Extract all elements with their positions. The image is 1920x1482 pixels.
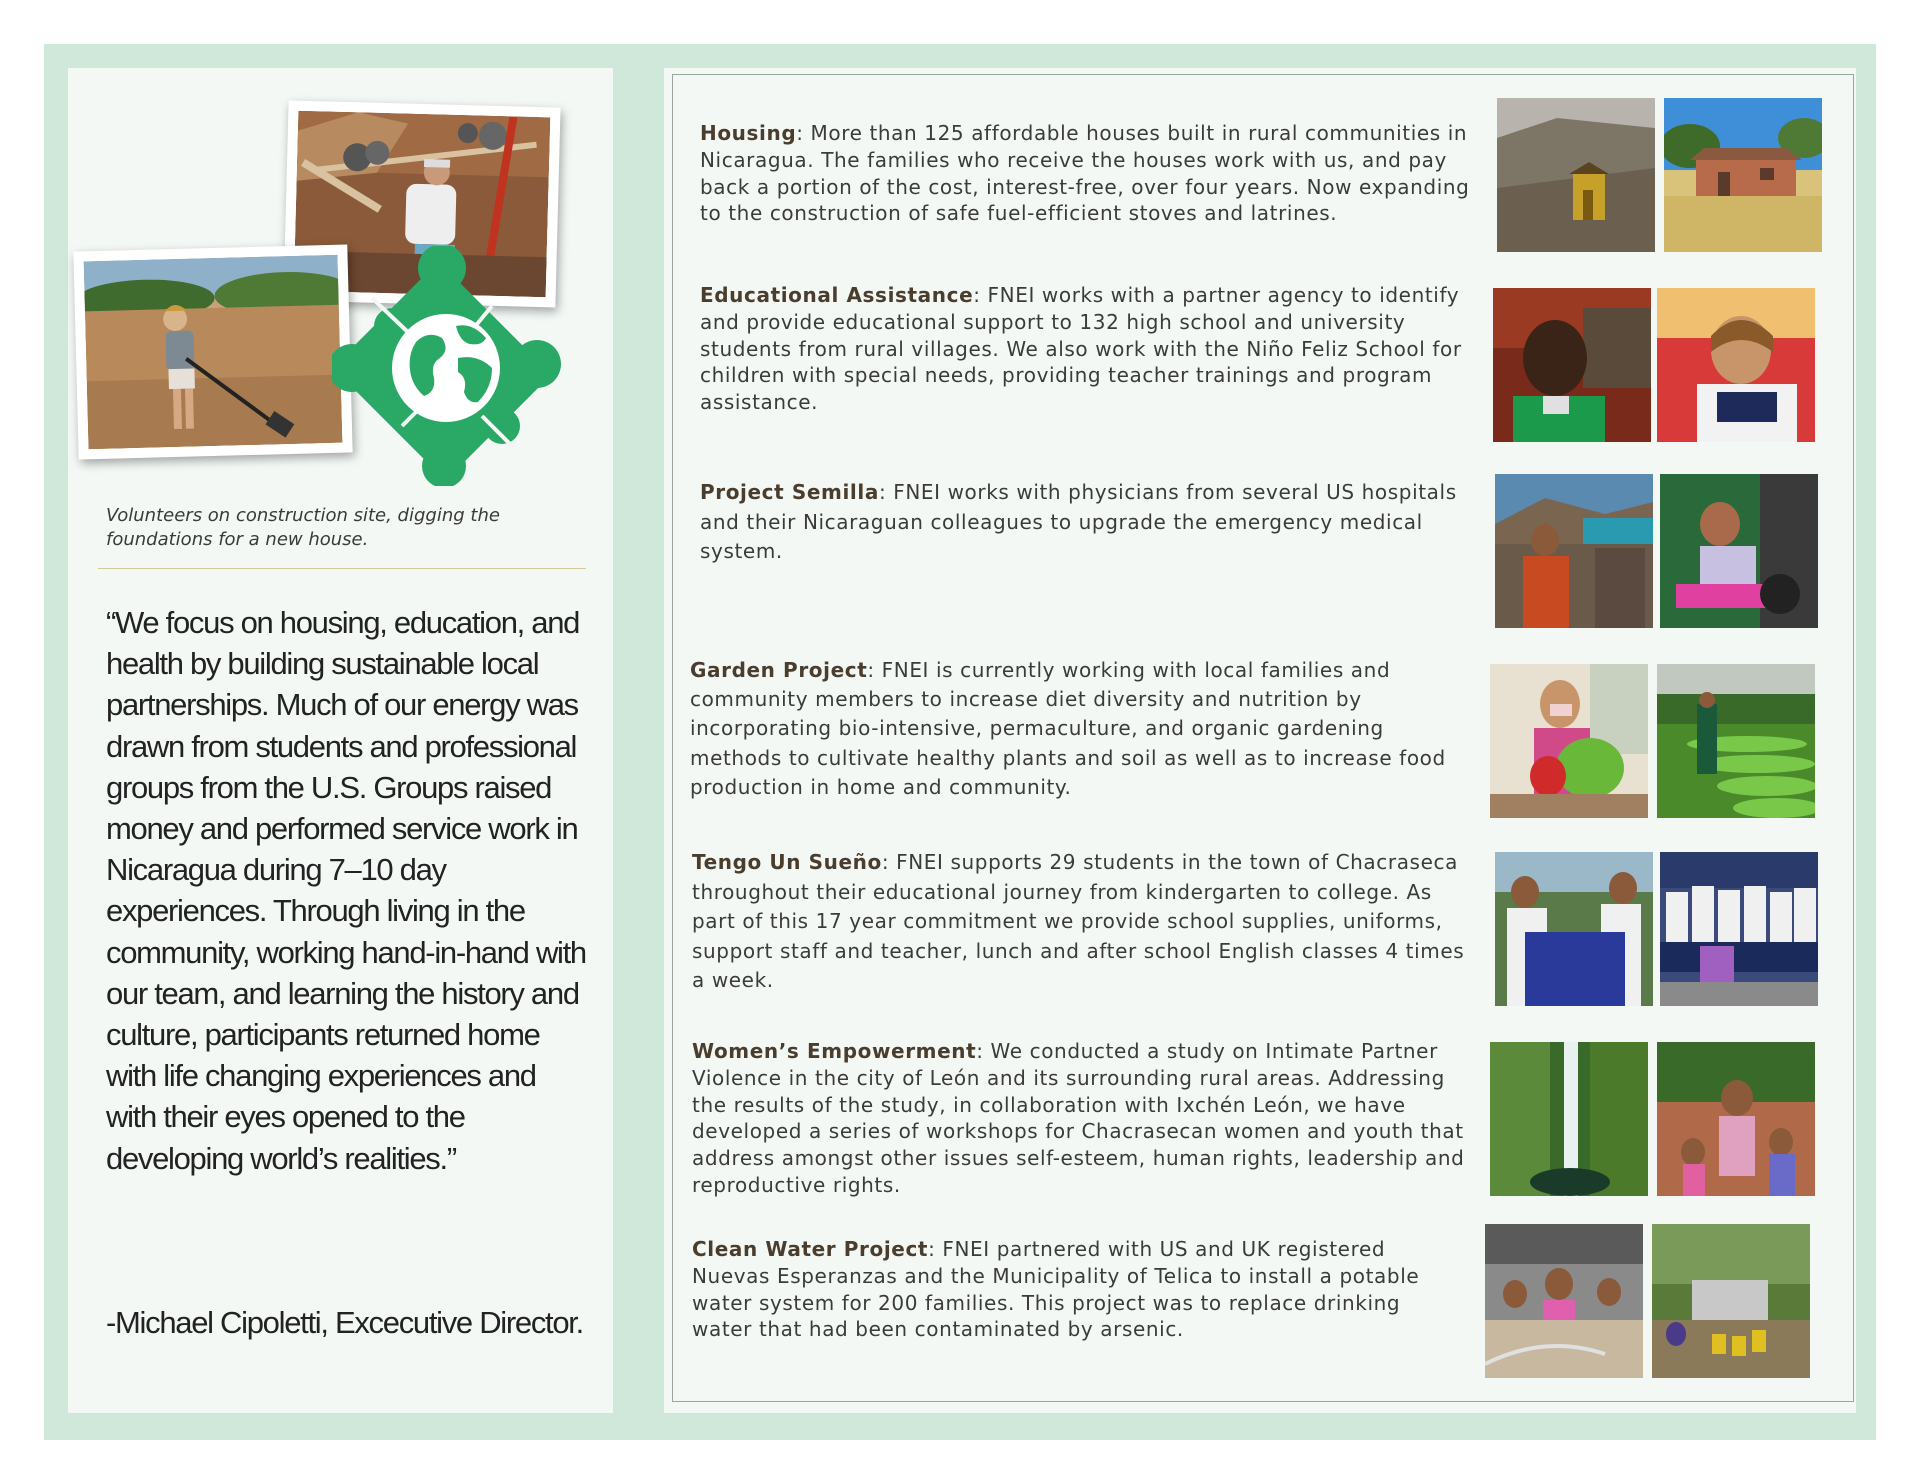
- quote-attribution: -Michael Cipoletti, Excecutive Director.: [106, 1305, 583, 1340]
- housing-photo-brick-house: [1664, 98, 1822, 252]
- section-title: Educational Assistance: [700, 283, 974, 307]
- education-photo-girl: [1657, 288, 1815, 442]
- section-body: : FNEI supports 29 students in the town of Chacraseca throughout their educational journey from kindergarten to college. As part of this 17 year commitment we provide school supplies, uniforms, support staff and teacher, lunch and after school English classes 4 times a week.: [692, 850, 1465, 993]
- semilla-photo-patient: [1660, 474, 1818, 628]
- caption-divider: [98, 568, 586, 569]
- puzzle-globe-icon: [332, 246, 572, 486]
- semilla-photo-physician: [1495, 474, 1653, 628]
- section-body: : More than 125 affordable houses built in rural communities in Nicaragua. The families who receive the houses work with us, and pay back a portion of the cost, interest-free, over four years. Now expanding to the construction of safe fuel-efficient stoves and latrines.: [700, 121, 1470, 226]
- section-body: : FNEI is currently working with local families and community members to increase diet diversity and nutrition by incorporating bio-intensive, permaculture, and organic gardening methods to cultivate healthy plants and soil as well as to increase food production in home and community.: [690, 658, 1446, 799]
- section-body: : FNEI works with a partner agency to identify and provide educational support to 132 high school and university students from rural villages. We also work with the Niño Feliz School for children with special needs, providing teacher trainings and program assistance.: [700, 283, 1462, 415]
- section-housing: [700, 120, 1470, 227]
- section-title: Garden Project: [690, 658, 868, 682]
- section-project-semilla: [700, 478, 1470, 567]
- section-body: : We conducted a study on Intimate Partner Violence in the city of León and its surrounding rural areas. Addressing the results of the study, in collaboration with Ixchén León, we have developed a series of workshops for Chacrasecan women and youth that address amongst other issues self-esteem, human rights, leadership and reproductive rights.: [692, 1039, 1465, 1197]
- housing-photo-hillside-latrine: [1497, 98, 1655, 252]
- women-photo-family: [1657, 1042, 1815, 1196]
- section-title: Women’s Empowerment: [692, 1039, 977, 1063]
- photo-caption: Volunteers on construction site, digging the foundations for a new house.: [106, 505, 500, 550]
- women-photo-waterfall: [1490, 1042, 1648, 1196]
- section-garden-project: [690, 656, 1470, 802]
- section-title: Housing: [700, 121, 797, 145]
- garden-photo-field: [1657, 664, 1815, 818]
- section-body: : FNEI works with physicians from several US hospitals and their Nicaraguan colleagues to upgrade the emergency medical system.: [700, 480, 1457, 564]
- section-title: Clean Water Project: [692, 1237, 929, 1261]
- section-womens-empowerment: [692, 1038, 1467, 1199]
- section-clean-water-project: [692, 1236, 1467, 1343]
- director-quote: “We focus on housing, education, and health by building sustainable local partnerships. Much of our energy was drawn from students and professional groups from the U.S. Groups raised money and performed service work in Nicaragua during 7–10 day experiences. Through living in the community, working hand-in-hand with our team, and learning the history and culture, participants returned home with life changing experiences and with their eyes opened to the developing world’s realities.”: [106, 605, 586, 1176]
- section-body: : FNEI partnered with US and UK registered Nuevas Esperanzas and the Municipality of Telica to install a potable water system for 200 families. This project was to replace drinking water that had been contaminated by arsenic.: [692, 1237, 1420, 1342]
- water-photo-tank-site: [1652, 1224, 1810, 1378]
- section-tengo-un-sueno: [692, 848, 1467, 996]
- water-photo-children: [1485, 1224, 1643, 1378]
- garden-photo-woman-vegetables: [1490, 664, 1648, 818]
- tengo-photo-students-banner: [1495, 852, 1653, 1006]
- section-title: Tengo Un Sueño: [692, 850, 882, 874]
- volunteer-photo-digging: [73, 244, 352, 459]
- education-photo-boy: [1493, 288, 1651, 442]
- section-educational-assistance: [700, 282, 1470, 416]
- tengo-photo-group: [1660, 852, 1818, 1006]
- section-title: Project Semilla: [700, 480, 879, 504]
